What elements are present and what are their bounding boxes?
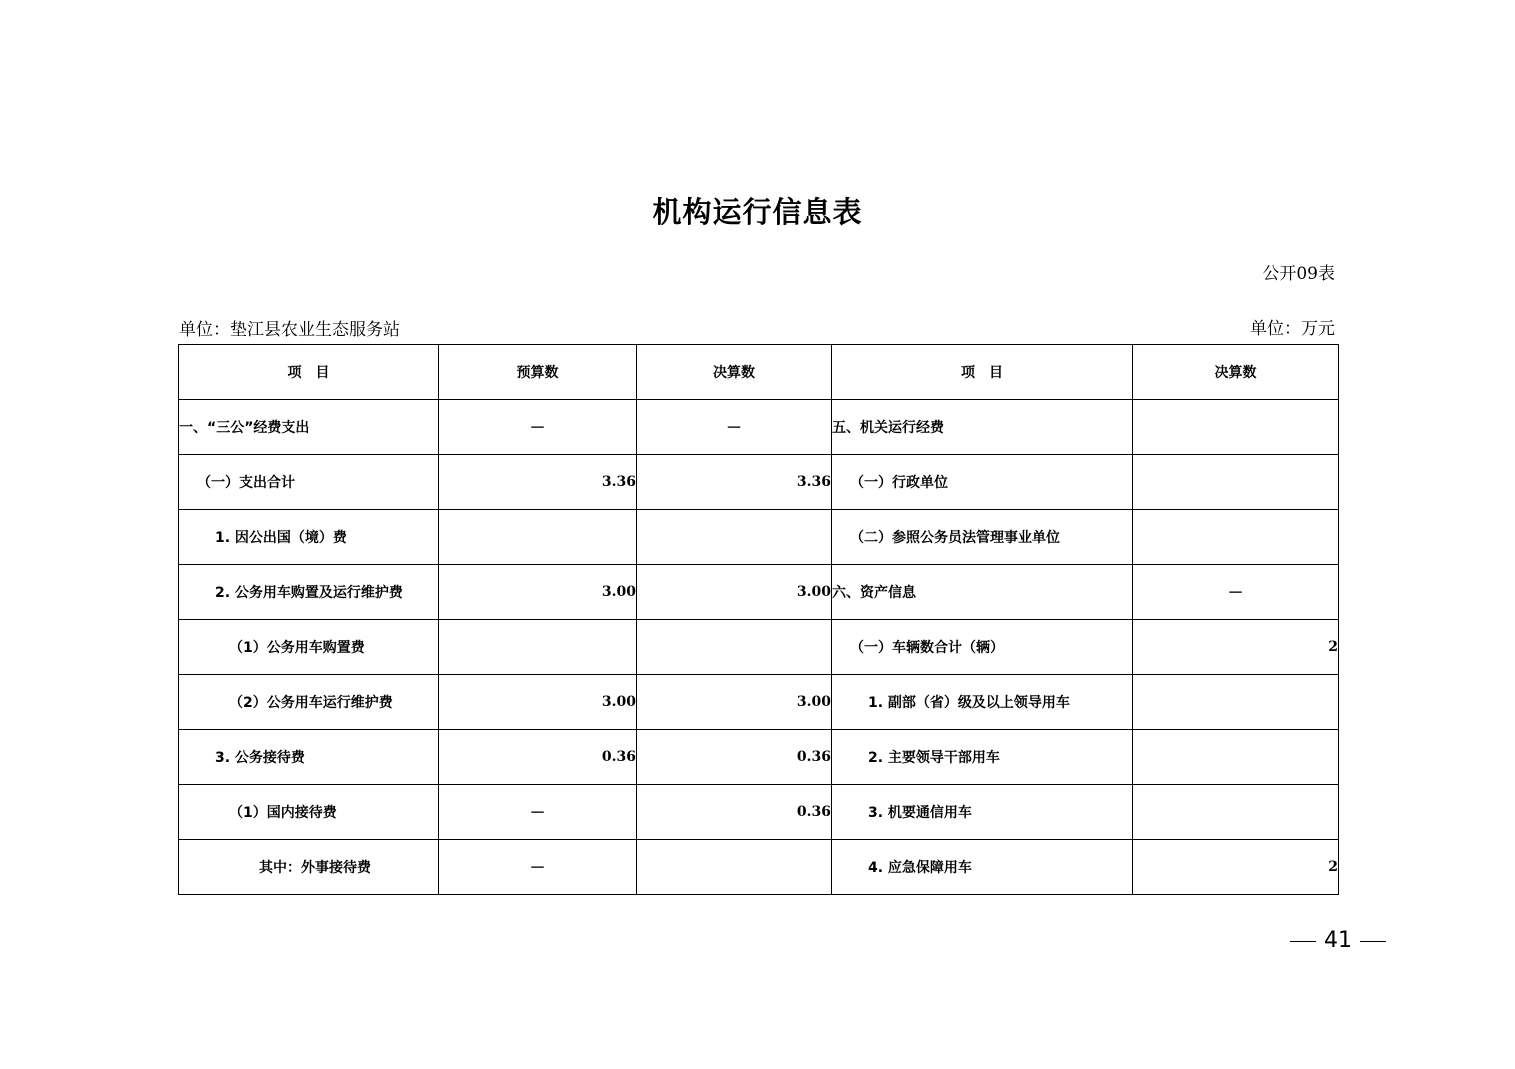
final-value: 0.36 [637,785,832,840]
form-number: 公开09表 [1262,264,1335,284]
budget-value: 3.00 [439,675,637,730]
right-final-value [1133,510,1339,565]
header-item-right: 项 目 [832,345,1133,400]
unit-organization: 单位：垫江县农业生态服务站 [179,320,400,340]
header-item-left: 项 目 [179,345,439,400]
table-row [179,840,1339,895]
right-final-value: — [1133,565,1339,620]
table-header-row [179,345,1339,400]
final-value: 0.36 [637,730,832,785]
right-final-value: 2 [1133,620,1339,675]
final-value [637,510,832,565]
right-item-label: 3. 机要通信用车 [832,785,1133,840]
left-item-label: 3. 公务接待费 [179,730,439,785]
left-item-label: （一）支出合计 [179,455,439,510]
page-title: 机构运行信息表 [652,195,863,229]
right-final-value [1133,675,1339,730]
table-row [179,730,1339,785]
final-value [637,620,832,675]
right-final-value [1133,400,1339,455]
budget-value: 3.36 [439,455,637,510]
right-final-value [1133,455,1339,510]
right-final-value [1133,730,1339,785]
left-item-label: （2）公务用车运行维护费 [179,675,439,730]
right-item-label: 六、资产信息 [832,565,1133,620]
table-row [179,785,1339,840]
right-item-label: 4. 应急保障用车 [832,840,1133,895]
budget-value: — [439,840,637,895]
right-item-label: （一）行政单位 [832,455,1133,510]
operation-info-table [178,344,1339,895]
table-row [179,510,1339,565]
page-number [1282,928,1394,953]
right-final-value [1133,785,1339,840]
final-value: 3.00 [637,565,832,620]
budget-value [439,510,637,565]
left-item-label: （1）公务用车购置费 [179,620,439,675]
left-item-label: 1. 因公出国（境）费 [179,510,439,565]
left-item-label: 一、“三公”经费支出 [179,400,439,455]
right-item-label: （二）参照公务员法管理事业单位 [832,510,1133,565]
table-row [179,620,1339,675]
header-final-right: 决算数 [1133,345,1339,400]
table-row [179,455,1339,510]
dash-right-decoration [1360,941,1386,942]
dash-left-decoration [1290,941,1316,942]
left-item-label: 其中：外事接待费 [179,840,439,895]
final-value: — [637,400,832,455]
budget-value: — [439,400,637,455]
right-item-label: （一）车辆数合计（辆） [832,620,1133,675]
final-value: 3.00 [637,675,832,730]
left-item-label: （1）国内接待费 [179,785,439,840]
page-number-value: 41 [1324,928,1352,953]
final-value [637,840,832,895]
budget-value [439,620,637,675]
header-final-left: 决算数 [637,345,832,400]
table-row [179,400,1339,455]
left-item-label: 2. 公务用车购置及运行维护费 [179,565,439,620]
right-item-label: 1. 副部（省）级及以上领导用车 [832,675,1133,730]
right-item-label: 2. 主要领导干部用车 [832,730,1133,785]
final-value: 3.36 [637,455,832,510]
right-final-value: 2 [1133,840,1339,895]
budget-value: 0.36 [439,730,637,785]
unit-currency: 单位：万元 [1250,319,1335,339]
budget-value: — [439,785,637,840]
table-row [179,565,1339,620]
right-item-label: 五、机关运行经费 [832,400,1133,455]
budget-value: 3.00 [439,565,637,620]
header-budget: 预算数 [439,345,637,400]
table-row [179,675,1339,730]
